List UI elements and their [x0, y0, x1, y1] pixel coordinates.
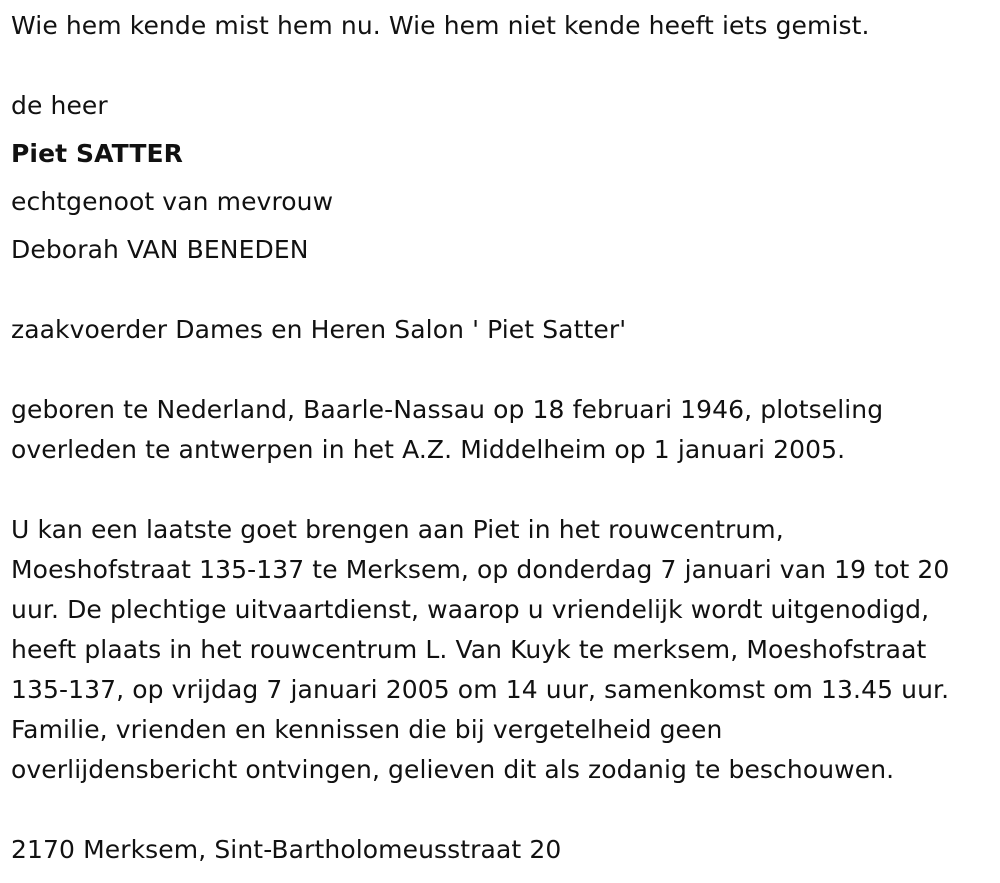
- paragraph-line: heeft plaats in het rouwcentrum L. Van Kuyk te merksem, Moeshofstraat: [11, 635, 927, 664]
- spouse-intro: echtgenoot van mevrouw: [11, 187, 334, 216]
- paragraph-line: uur. De plechtige uitvaartdienst, waarop u vriendelijk wordt uitgenodigd,: [11, 595, 930, 624]
- paragraph-line: overlijdensbericht ontvingen, gelieven dit als zodanig te beschouwen.: [11, 755, 895, 784]
- family-address: 2170 Merksem, Sint-Bartholomeusstraat 20: [11, 835, 562, 864]
- paragraph-line: U kan een laatste goet brengen aan Piet in het rouwcentrum,: [11, 515, 784, 544]
- occupation: zaakvoerder Dames en Heren Salon ' Piet Satter': [11, 315, 627, 344]
- paragraph-line: overleden te antwerpen in het A.Z. Middelheim op 1 januari 2005.: [11, 435, 846, 464]
- salutation: de heer: [11, 91, 108, 120]
- deceased-name: Piet SATTER: [11, 139, 184, 168]
- paragraph-line: Moeshofstraat 135-137 te Merksem, op donderdag 7 januari van 19 tot 20: [11, 555, 950, 584]
- spouse-name: Deborah VAN BENEDEN: [11, 235, 309, 264]
- paragraph-line: 135-137, op vrijdag 7 januari 2005 om 14 uur, samenkomst om 13.45 uur.: [11, 675, 950, 704]
- paragraph-line: geboren te Nederland, Baarle-Nassau op 18 februari 1946, plotseling: [11, 395, 884, 424]
- memorial-quote: Wie hem kende mist hem nu. Wie hem niet kende heeft iets gemist.: [11, 11, 870, 40]
- paragraph-line: Familie, vrienden en kennissen die bij vergetelheid geen: [11, 715, 723, 744]
